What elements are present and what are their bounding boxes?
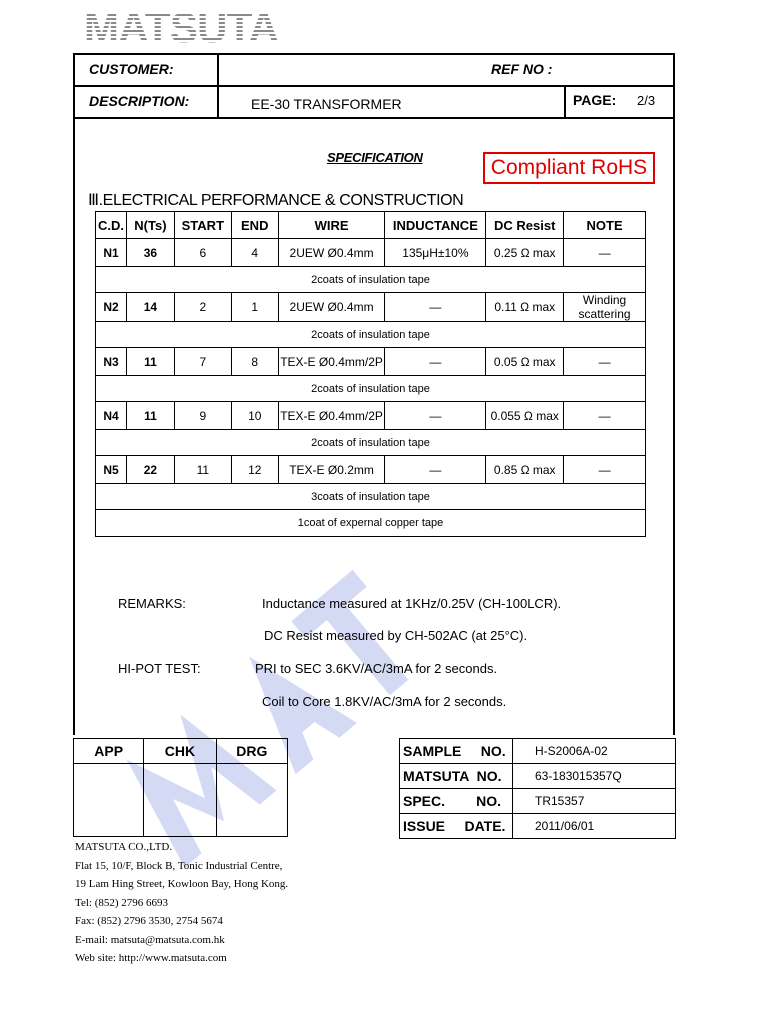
cell-note: —	[564, 456, 646, 484]
cell-end: 4	[231, 239, 278, 267]
company-name: MATSUTA CO.,LTD.	[75, 841, 173, 853]
cell-start: 11	[174, 456, 231, 484]
table-row	[96, 348, 646, 376]
cell-start: 6	[174, 239, 231, 267]
header-table	[73, 53, 675, 119]
remark-line-1: Inductance measured at 1KHz/0.25V (CH-100LCR).	[262, 596, 562, 611]
drg-header: DRG	[216, 739, 287, 764]
address-line-1: Flat 15, 10/F, Block B, Tonic Industrial Centre,	[75, 859, 283, 872]
info-label: ISSUE DATE.	[400, 814, 513, 839]
electrical-table	[95, 211, 646, 537]
rohs-badge: Compliant RoHS	[483, 152, 655, 184]
cell-note: —	[564, 402, 646, 430]
cell-turns: 22	[126, 456, 174, 484]
cell-end: 10	[231, 402, 278, 430]
cell-wire: TEX-E Ø0.4mm/2P	[278, 402, 385, 430]
col-header: INDUCTANCE	[385, 212, 486, 239]
email: E-mail: matsuta@matsuta.com.hk	[75, 933, 225, 946]
table-row	[96, 402, 646, 430]
col-header: NOTE	[564, 212, 646, 239]
cell-inductance: —	[385, 402, 486, 430]
remark-line-2: DC Resist measured by CH-502AC (at 25°C).	[264, 628, 528, 643]
table-row	[96, 239, 646, 267]
cell-cd: N1	[96, 239, 127, 267]
cell-copper-tape: 1coat of expernal copper tape	[96, 510, 646, 537]
cell-inductance: 135μH±10%	[385, 239, 486, 267]
signoff-table	[73, 738, 288, 837]
hipot-line-2: Coil to Core 1.8KV/AC/3mA for 2 seconds.	[262, 694, 507, 709]
cell-note: —	[564, 239, 646, 267]
ref-no-label: REF NO :	[491, 61, 553, 77]
cell-tape: 3coats of insulation tape	[96, 484, 646, 510]
cell-tape: 2coats of insulation tape	[96, 267, 646, 293]
description-label: DESCRIPTION:	[89, 93, 190, 109]
matsuta-logo	[84, 6, 284, 48]
description-value: EE-30 TRANSFORMER	[251, 96, 402, 112]
cell-wire: 2UEW Ø0.4mm	[278, 239, 385, 267]
cell-turns: 11	[126, 348, 174, 376]
cell-cd: N4	[96, 402, 127, 430]
section-title: Ⅲ.ELECTRICAL PERFORMANCE & CONSTRUCTION	[88, 192, 464, 209]
copper-tape-row	[96, 510, 646, 537]
col-header: C.D.	[96, 212, 127, 239]
cell-inductance: —	[385, 348, 486, 376]
info-row	[400, 789, 676, 814]
customer-label: CUSTOMER:	[89, 61, 174, 77]
company-address	[75, 838, 288, 968]
cell-dc-resist: 0.055 Ω max	[486, 402, 564, 430]
info-label: SPEC. NO.	[400, 789, 513, 814]
drg-signature	[216, 764, 287, 837]
col-header: DC Resist	[486, 212, 564, 239]
cell-turns: 36	[126, 239, 174, 267]
cell-tape: 2coats of insulation tape	[96, 430, 646, 456]
cell-wire: 2UEW Ø0.4mm	[278, 293, 385, 322]
tape-row	[96, 376, 646, 402]
info-row	[400, 814, 676, 839]
info-value: TR15357	[513, 789, 676, 814]
cell-note: Winding scattering	[564, 293, 646, 322]
table-row	[96, 456, 646, 484]
cell-turns: 14	[126, 293, 174, 322]
tape-row	[96, 430, 646, 456]
cell-start: 7	[174, 348, 231, 376]
info-row	[400, 739, 676, 764]
info-value: 63-183015357Q	[513, 764, 676, 789]
cell-dc-resist: 0.25 Ω max	[486, 239, 564, 267]
cell-wire: TEX-E Ø0.2mm	[278, 456, 385, 484]
info-label: MATSUTA NO.	[400, 764, 513, 789]
page-value: 2/3	[637, 93, 656, 108]
cell-dc-resist: 0.11 Ω max	[486, 293, 564, 322]
hipot-line-1: PRI to SEC 3.6KV/AC/3mA for 2 seconds.	[255, 661, 498, 676]
cell-turns: 11	[126, 402, 174, 430]
address-line-2: 19 Lam Hing Street, Kowloon Bay, Hong Kong.	[75, 878, 289, 890]
telephone: Tel: (852) 2796 6693	[75, 896, 169, 909]
document-info-table	[399, 738, 676, 839]
specification-title: SPECIFICATION	[327, 150, 423, 165]
cell-cd: N5	[96, 456, 127, 484]
website: Web site: http://www.matsuta.com	[75, 952, 227, 964]
cell-note: —	[564, 348, 646, 376]
cell-dc-resist: 0.05 Ω max	[486, 348, 564, 376]
col-header: WIRE	[278, 212, 385, 239]
page-label: PAGE:	[573, 92, 617, 108]
tape-row	[96, 484, 646, 510]
cell-end: 12	[231, 456, 278, 484]
app-signature	[74, 764, 144, 837]
chk-header: CHK	[144, 739, 216, 764]
tape-row	[96, 322, 646, 348]
col-header: END	[231, 212, 278, 239]
chk-signature	[144, 764, 216, 837]
cell-end: 1	[231, 293, 278, 322]
cell-end: 8	[231, 348, 278, 376]
col-header: N(Ts)	[126, 212, 174, 239]
hipot-label: HI-POT TEST:	[118, 661, 201, 676]
svg-text:MATSUTA: MATSUTA	[84, 6, 280, 48]
fax: Fax: (852) 2796 3530, 2754 5674	[75, 915, 223, 927]
table-row	[96, 293, 646, 322]
table-header-row	[96, 212, 646, 239]
tape-row	[96, 267, 646, 293]
cell-start: 9	[174, 402, 231, 430]
info-label: SAMPLE NO.	[400, 739, 513, 764]
info-value: H-S2006A-02	[513, 739, 676, 764]
cell-wire: TEX-E Ø0.4mm/2P	[278, 348, 385, 376]
cell-inductance: —	[385, 293, 486, 322]
cell-inductance: —	[385, 456, 486, 484]
cell-dc-resist: 0.85 Ω max	[486, 456, 564, 484]
cell-start: 2	[174, 293, 231, 322]
cell-cd: N3	[96, 348, 127, 376]
cell-tape: 2coats of insulation tape	[96, 376, 646, 402]
info-value: 2011/06/01	[513, 814, 676, 839]
cell-cd: N2	[96, 293, 127, 322]
customer-row	[75, 55, 673, 87]
col-header: START	[174, 212, 231, 239]
app-header: APP	[74, 739, 144, 764]
info-row	[400, 764, 676, 789]
remarks-label: REMARKS:	[118, 596, 186, 611]
cell-tape: 2coats of insulation tape	[96, 322, 646, 348]
